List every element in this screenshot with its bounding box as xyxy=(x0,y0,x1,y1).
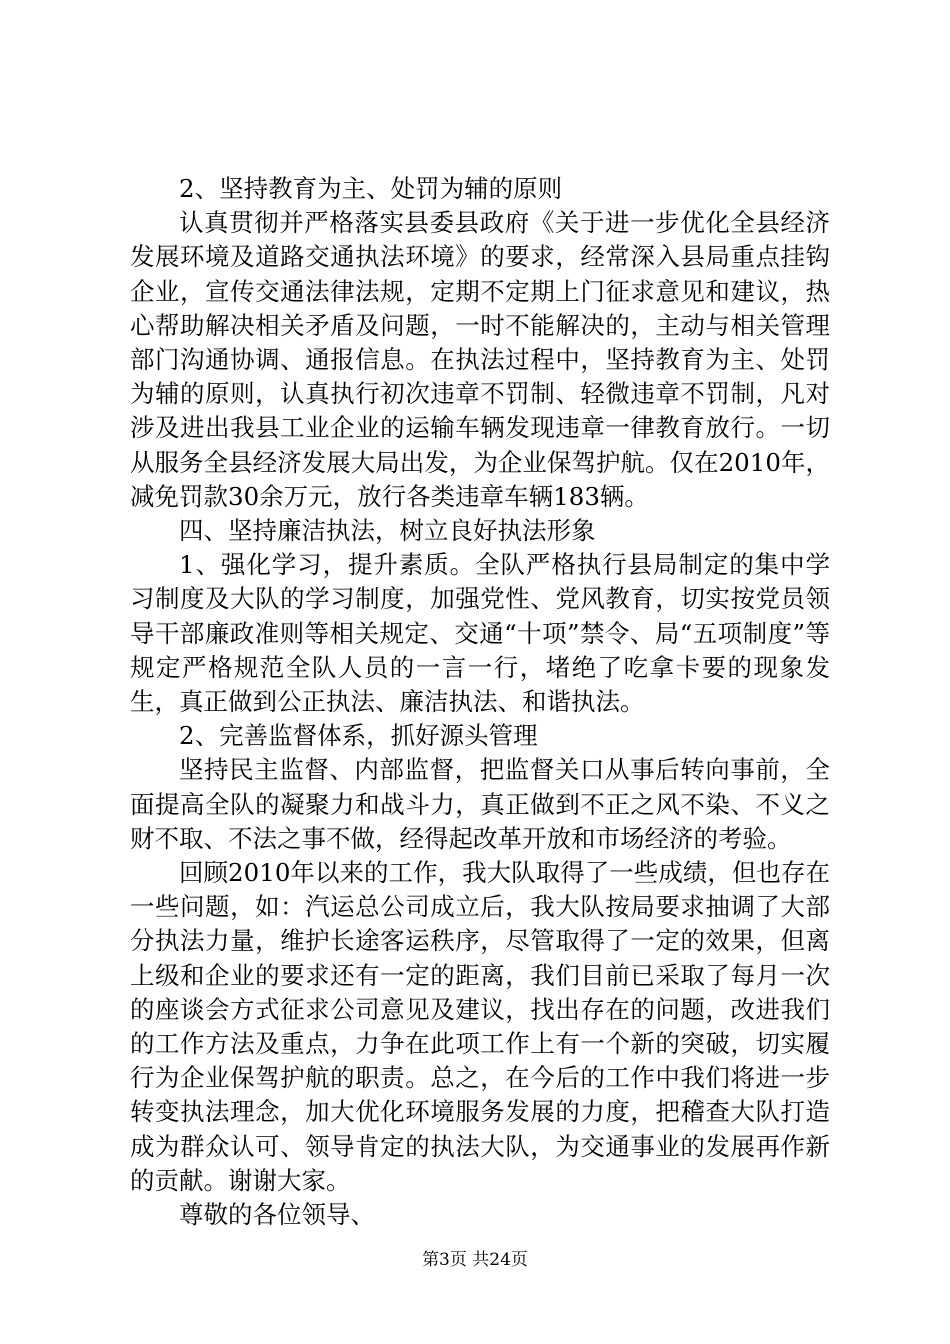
section-heading: 2、完善监督体系，抓好源头管理 xyxy=(179,721,538,751)
body-paragraph: 回顾2010年以来的工作，我大队取得了一些成绩，但也存在一些问题，如：汽运总公司成立后，我大队按局要求抽调了大部分执法力量，维护长途客运秩序，尽管取得了一定的效果，但离上级和企业的要求还有一定的距离，我们目前已采取了每月一次的座谈会方式征求公司意见及建议，找出存在的问题，改进我们的工作方法及重点，力争在此项工作上有一个新的突破，切实履行为企业保驾护航的职责。总之，在今后的工作中我们将进一步转变执法理念，加大优化环境服务发展的力度，把稽查大队打造成为群众认可、领导肯定的执法大队，为交通事业的发展再作新的贡献。谢谢大家。 xyxy=(130,858,830,1195)
section-heading: 2、坚持教育为主、处罚为辅的原则 xyxy=(179,174,563,203)
body-paragraph: 认真贯彻并严格落实县委县政府《关于进一步优化全县经济发展环境及道路交通执法环境》的要求，经常深入县局重点挂钩企业，宣传交通法律法规，定期不定期上门征求意见和建议，热心帮助解决相关矛盾及问题，一时不能解决的，主动与相关管理部门沟通协调、通报信息。在执法过程中，坚持教育为主、处罚为辅的原则，认真执行初次违章不罚制、轻微违章不罚制，凡对涉及进出我县工业企业的运输车辆发现违章一律教育放行。一切从服务全县经济发展大局出发，为企业保驾护航。仅在2010年，减免罚款30余万元，放行各类违章车辆183辆。 xyxy=(130,208,830,511)
body-paragraph: 尊敬的各位领导、 xyxy=(179,1200,375,1230)
body-paragraph: 1、强化学习，提升素质。全队严格执行县局制定的集中学习制度及大队的学习制度，加强党性、党风教育，切实按党员领导干部廉政准则等相关规定、交通“十项”禁令、局“五项制度”等规定严格规范全队人员的一言一行，堵绝了吃拿卡要的现象发生，真正做到公正执法、廉洁执法、和谐执法。 xyxy=(130,550,830,717)
document-body xyxy=(130,172,830,1232)
section-heading: 四、坚持廉洁执法，树立良好执法形象 xyxy=(179,516,596,546)
page-number-footer: 第3页 共24页 xyxy=(422,1250,528,1270)
body-paragraph: 坚持民主监督、内部监督，把监督关口从事后转向事前，全面提高全队的凝聚力和战斗力，真正做到不正之风不染、不义之财不取、不法之事不做，经得起改革开放和市场经济的考验。 xyxy=(130,755,830,853)
